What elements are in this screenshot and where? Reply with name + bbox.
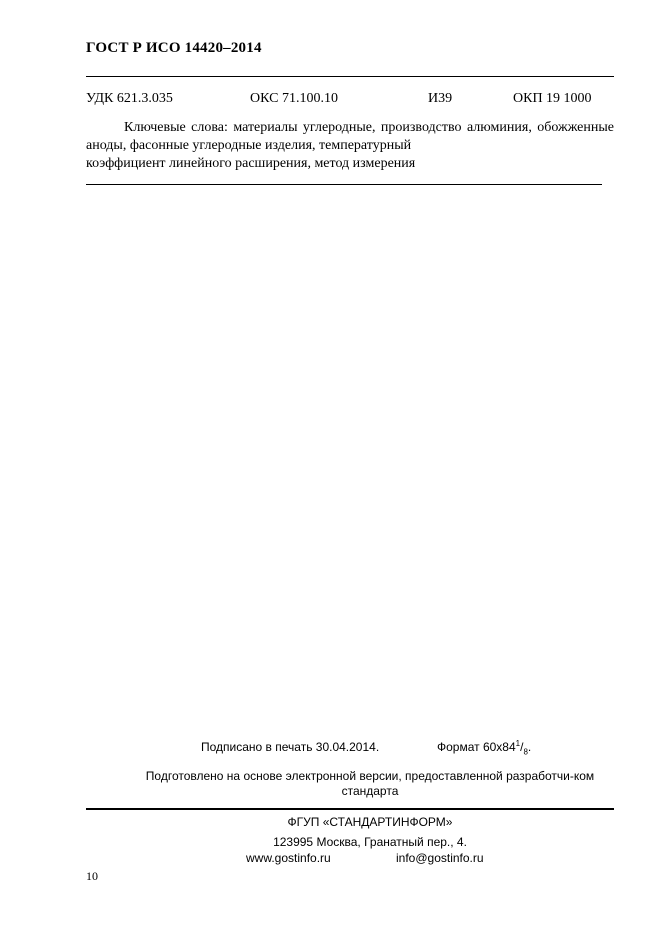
page-number: 10 bbox=[86, 869, 98, 883]
format-suffix: . bbox=[527, 740, 532, 754]
i39-code: И39 bbox=[428, 91, 453, 106]
format-denominator: 8 bbox=[523, 747, 528, 757]
format-prefix: Формат 60x84 bbox=[437, 740, 516, 754]
udk-code: УДК 621.3.035 bbox=[86, 91, 173, 106]
paper-format: Формат $60x84^1/_8$. bbox=[437, 739, 532, 757]
keywords-divider bbox=[86, 184, 602, 185]
publisher-address: 123995 Москва, Гранатный пер., 4. bbox=[273, 835, 467, 849]
document-title: ГОСТ Р ИСО 14420–2014 bbox=[86, 40, 262, 56]
signed-date: Подписано в печать 30.04.2014. bbox=[201, 740, 380, 754]
oks-code: ОКС 71.100.10 bbox=[250, 91, 338, 106]
okp-code: ОКП 19 1000 bbox=[513, 91, 592, 106]
publisher-website: www.gostinfo.ru bbox=[246, 851, 331, 865]
top-divider bbox=[86, 76, 614, 77]
keywords-paragraph: Ключевые слова: материалы углеродные, производство алюминия, обожженные аноды, фасонные углеродные изделия, температурный bbox=[86, 120, 614, 153]
imprint-divider bbox=[86, 808, 614, 810]
format-numerator: 1 bbox=[515, 739, 521, 748]
publisher-name: ФГУП «СТАНДАРТИНФОРМ» bbox=[287, 815, 453, 829]
keywords-last-line: коэффициент линейного расширения, метод измерения bbox=[86, 156, 416, 171]
prepared-note: Подготовлено на основе электронной версии, предоставленной разработчи-ком стандарта bbox=[145, 769, 595, 798]
publisher-email: info@gostinfo.ru bbox=[396, 851, 484, 865]
